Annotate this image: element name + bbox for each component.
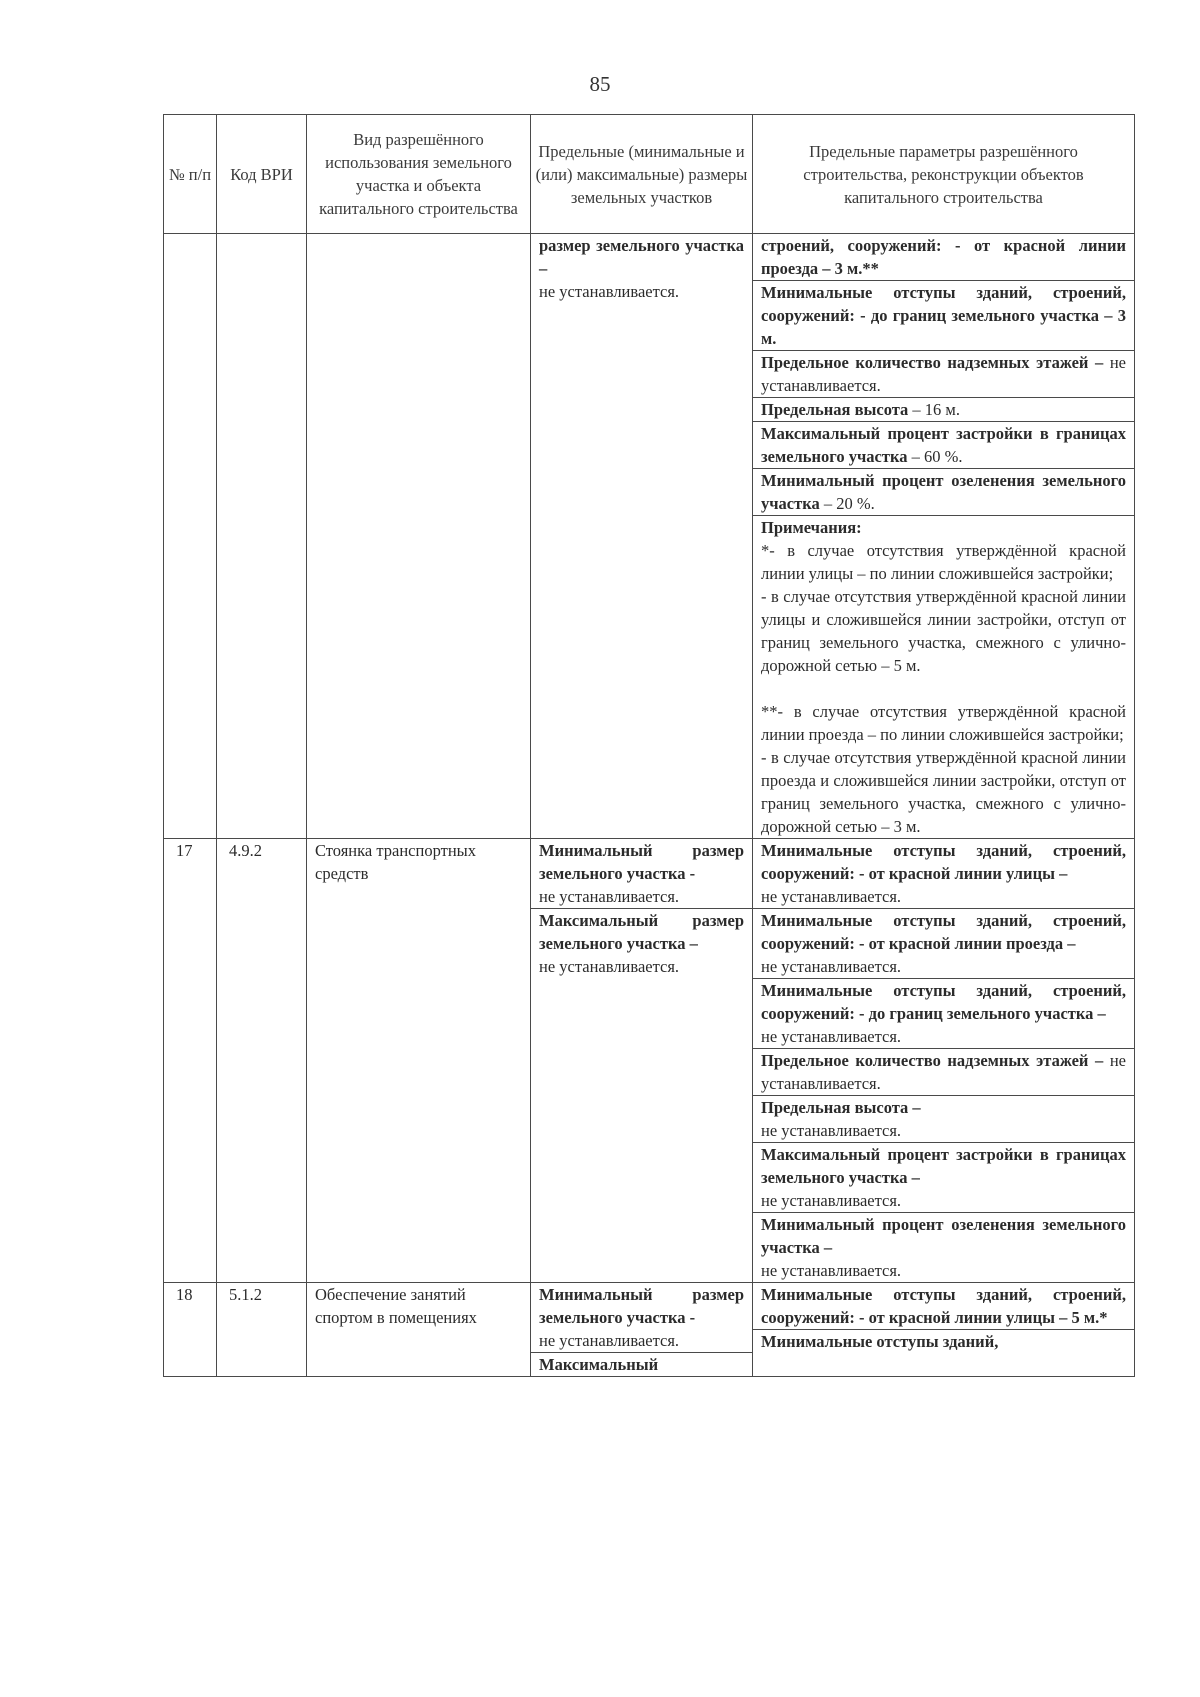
note-paragraph: *- в случае отсутствия утверждённой красной линии улицы – по линии сложившейся застройки; — [761, 541, 1126, 583]
param-item: Минимальный процент озеленения земельного участка – не устанавливается. — [761, 1215, 1126, 1280]
size-item: Максимальный — [539, 1355, 659, 1374]
param-item: Предельное количество надземных этажей – не устанавливается. — [753, 1049, 1134, 1096]
param-item: Минимальные отступы зданий, строений, сооружений: - от красной линии проезда – не устанавливается. — [753, 909, 1134, 979]
regulations-table — [163, 114, 1135, 1377]
note-paragraph: - в случае отсутствия утверждённой красной линии улицы и сложившейся линии застройки, отступ от границ земельного участка, смежного с улично-дорожной сетью – 5 м. — [761, 587, 1126, 675]
row-code: 4.9.2 — [217, 839, 307, 1283]
notes-block — [753, 516, 1134, 838]
cell-params — [753, 234, 1135, 839]
size-item: Минимальный размер земельного участка - не устанавливается. — [531, 839, 752, 909]
header-use: Вид разрешённого использования земельного участка и объекта капитального строительства — [307, 115, 531, 234]
size-item: Минимальный размер земельного участка - не устанавливается. — [531, 1283, 752, 1353]
cell-size — [531, 234, 753, 839]
row-use: Обеспечение занятий спортом в помещениях — [307, 1283, 531, 1377]
note-paragraph: **- в случае отсутствия утверждённой красной линии проезда – по линии сложившейся застройки; — [761, 702, 1126, 744]
notes-title: Примечания: — [761, 518, 862, 537]
param-item: Максимальный процент застройки в границах земельного участка – не устанавливается. — [753, 1143, 1134, 1213]
row-number: 17 — [164, 839, 217, 1283]
cell-size — [531, 1283, 753, 1377]
row-code: 5.1.2 — [217, 1283, 307, 1377]
table-row-18 — [164, 1283, 1135, 1377]
header-num: № п/п — [164, 115, 217, 234]
size-item: Максимальный размер земельного участка – не устанавливается. — [539, 911, 744, 976]
table-row-continuation — [164, 234, 1135, 839]
row-use: Стоянка транспортных средств — [307, 839, 531, 1283]
cell-code — [217, 234, 307, 839]
param-item: Предельная высота – 16 м. — [753, 398, 1134, 422]
cell-size — [531, 839, 753, 1283]
param-item: Минимальные отступы зданий, строений, сооружений: - до границ земельного участка – не устанавливается. — [753, 979, 1134, 1049]
param-item: Минимальные отступы зданий, — [761, 1332, 999, 1351]
cell-use — [307, 234, 531, 839]
cell-params — [753, 1283, 1135, 1377]
note-paragraph: - в случае отсутствия утверждённой красной линии проезда и сложившейся линии застройки, отступ от границ земельного участка, смежного с улично-дорожной сетью – 3 м. — [761, 748, 1126, 836]
header-code: Код ВРИ — [217, 115, 307, 234]
table-row-17 — [164, 839, 1135, 1283]
table-header-row — [164, 115, 1135, 234]
cell-params — [753, 839, 1135, 1283]
param-item: строений, сооружений: - от красной линии проезда – 3 м.** — [753, 234, 1134, 281]
size-normal: не устанавливается. — [539, 282, 680, 301]
header-params: Предельные параметры разрешённого строительства, реконструкции объектов капитального строительства — [753, 115, 1135, 234]
param-item: Предельная высота – не устанавливается. — [753, 1096, 1134, 1143]
param-item: Минимальные отступы зданий, строений, сооружений: - от красной линии улицы – 5 м.* — [753, 1283, 1134, 1330]
param-item: Максимальный процент застройки в границах земельного участка – 60 %. — [753, 422, 1134, 469]
size-bold: размер земельного участка – — [539, 236, 744, 278]
row-number: 18 — [164, 1283, 217, 1377]
page-number: 85 — [589, 72, 611, 96]
param-item: Минимальный процент озеленения земельного участка – 20 %. — [753, 469, 1134, 516]
header-size: Предельные (минимальные и (или) максимальные) размеры земельных участков — [531, 115, 753, 234]
param-item: Предельное количество надземных этажей – не устанавливается. — [753, 351, 1134, 398]
cell-num — [164, 234, 217, 839]
param-item: Минимальные отступы зданий, строений, сооружений: - от красной линии улицы – не устанавливается. — [753, 839, 1134, 909]
param-item: Минимальные отступы зданий, строений, сооружений: - до границ земельного участка – 3 м. — [753, 281, 1134, 351]
